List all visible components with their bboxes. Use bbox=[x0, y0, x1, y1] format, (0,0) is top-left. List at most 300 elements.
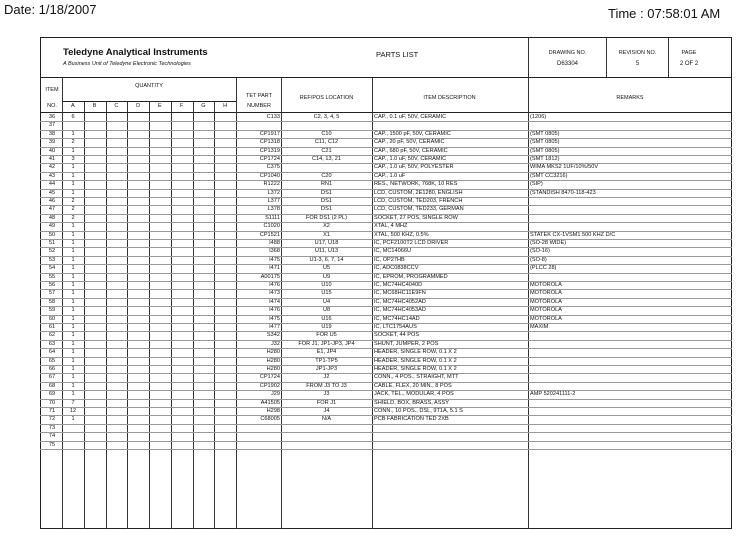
part-number: C133 bbox=[266, 114, 280, 120]
remarks-text: (STANDISH 8470-118-423 bbox=[530, 189, 596, 196]
part-number: J32 bbox=[270, 340, 280, 347]
table-row bbox=[40, 315, 732, 323]
ref-location: FOR J1 bbox=[316, 399, 337, 406]
ref-location: FOR J1, JP1-JP3, JP4 bbox=[298, 340, 355, 347]
qty-a: 1 bbox=[71, 290, 75, 297]
remarks-text bbox=[530, 424, 730, 432]
remarks-header: REMARKS bbox=[616, 95, 644, 101]
table-row bbox=[40, 289, 732, 297]
divider bbox=[40, 449, 732, 450]
table-row bbox=[40, 155, 732, 163]
table-row bbox=[40, 239, 732, 247]
revision-label: REVISION NO. bbox=[618, 50, 657, 56]
qty-a: 12 bbox=[69, 408, 77, 414]
company-name: Teledyne Analytical Instruments bbox=[63, 47, 208, 58]
item-description: LCD, CUSTOM, TED203, FRENCH bbox=[374, 198, 463, 204]
remarks-text: MOTOROLA bbox=[530, 315, 562, 322]
part-header: TET PART bbox=[246, 93, 272, 99]
part-number: R1222 bbox=[263, 181, 280, 188]
ref-location: C20 bbox=[321, 172, 332, 179]
divider bbox=[528, 37, 529, 77]
part-number bbox=[237, 121, 280, 129]
table-row bbox=[40, 163, 732, 171]
item-number: 74 bbox=[48, 433, 56, 440]
part-number: I488 bbox=[269, 240, 280, 246]
item-number: 44 bbox=[48, 181, 56, 188]
ref-location bbox=[282, 424, 371, 432]
remarks-text: (SMT 1812) bbox=[530, 156, 560, 162]
table-row bbox=[40, 256, 732, 264]
quantity-header: QUANTITY bbox=[135, 83, 163, 89]
item-number: 69 bbox=[48, 391, 56, 398]
remarks-text bbox=[530, 357, 730, 365]
item-description: SHUNT, JUMPER, 2 POS bbox=[374, 340, 439, 347]
item-number: 56 bbox=[48, 282, 56, 288]
qty-col-header: B bbox=[92, 103, 97, 109]
item-description: LCD, CUSTOM, TED233, GERMAN bbox=[374, 206, 464, 213]
item-description: PCB FABRICATION TED 2XB bbox=[374, 416, 449, 423]
part-number: CP1724 bbox=[259, 374, 280, 381]
item-number: 43 bbox=[48, 172, 56, 179]
qty-a: 1 bbox=[71, 231, 75, 238]
qty-a bbox=[62, 424, 84, 432]
ref-location: U15 bbox=[321, 290, 332, 297]
ref-location: E1, JP4 bbox=[316, 349, 337, 356]
qty-a: 3 bbox=[71, 156, 75, 162]
remarks-text bbox=[530, 399, 730, 407]
remarks-text: (SMT 0805) bbox=[530, 130, 560, 137]
part-number-header: NUMBER bbox=[247, 103, 271, 109]
table-row bbox=[40, 130, 732, 138]
remarks-text: (SO-28 WIDE) bbox=[530, 240, 567, 246]
qty-a: 1 bbox=[71, 189, 75, 196]
description-header: ITEM DESCRIPTION bbox=[423, 95, 476, 101]
item-number: 75 bbox=[48, 441, 56, 448]
table-row bbox=[40, 298, 732, 306]
table-row bbox=[40, 231, 732, 239]
item-description: CAP., 1.0 uF bbox=[374, 172, 406, 179]
remarks-text bbox=[530, 222, 730, 230]
ref-location: N/A bbox=[321, 416, 332, 423]
item-number: 39 bbox=[48, 139, 56, 146]
qty-col-header: F bbox=[179, 103, 184, 109]
item-description: IC, LTC1754AUS bbox=[374, 324, 417, 330]
part-number: CP1521 bbox=[259, 231, 280, 238]
remarks-text: MOTOROLA bbox=[530, 290, 562, 297]
qty-col-header: G bbox=[201, 103, 206, 109]
item-description: IC, PCF2100T2 LCD DRIVER bbox=[374, 240, 449, 246]
qty-a: 1 bbox=[71, 256, 75, 263]
ref-header: REF/POS LOCATION bbox=[299, 95, 354, 101]
ref-location: U10 bbox=[321, 282, 332, 288]
part-number: S1111 bbox=[265, 214, 280, 221]
ref-location: U16 bbox=[321, 315, 332, 322]
item-description: CAP., 680 pF, 50V, CERAMIC bbox=[374, 147, 448, 154]
part-number bbox=[237, 441, 280, 449]
remarks-text bbox=[530, 340, 730, 348]
remarks-text: (SO-16) bbox=[530, 248, 550, 255]
document-title: PARTS LIST bbox=[376, 50, 419, 59]
part-number: C1020 bbox=[263, 223, 280, 230]
item-description: HEADER, SINGLE ROW, 0.1 X 2 bbox=[374, 349, 457, 356]
part-number: C68005 bbox=[260, 416, 280, 423]
item-description: CAP., 1500 pF, 50V, CERAMIC bbox=[374, 130, 451, 137]
qty-col-header: C bbox=[114, 103, 119, 109]
part-number: A00175 bbox=[260, 273, 280, 280]
qty-a: 1 bbox=[71, 349, 75, 356]
part-number: H280 bbox=[266, 349, 280, 356]
qty-a: 2 bbox=[71, 214, 75, 221]
item-number: 52 bbox=[48, 248, 56, 255]
item-number: 59 bbox=[48, 307, 56, 314]
part-number: A41505 bbox=[260, 399, 280, 406]
item-number: 72 bbox=[48, 416, 56, 423]
remarks-text bbox=[530, 205, 730, 213]
item-description: IC, MC68HC11E9FN bbox=[374, 290, 426, 297]
ref-location bbox=[282, 441, 371, 449]
qty-a: 1 bbox=[71, 172, 75, 179]
part-number: L372 bbox=[267, 189, 280, 196]
ref-location: U17, U18 bbox=[314, 240, 339, 246]
part-number: CP1040 bbox=[259, 172, 280, 179]
qty-a: 7 bbox=[71, 399, 75, 406]
ref-location bbox=[282, 121, 371, 129]
item-description bbox=[374, 432, 527, 440]
table-row bbox=[40, 189, 732, 197]
qty-a: 1 bbox=[71, 273, 75, 280]
part-number: I477 bbox=[269, 324, 280, 330]
item-description: CAP., 0.1 uF, 50V, CERAMIC bbox=[374, 114, 447, 120]
ref-location: U19 bbox=[321, 324, 332, 330]
item-description: CAP., 20 pF, 50V, CERAMIC bbox=[374, 139, 445, 146]
remarks-text bbox=[530, 441, 730, 449]
item-number: 54 bbox=[48, 265, 56, 272]
item-description bbox=[374, 424, 527, 432]
remarks-text bbox=[530, 214, 730, 222]
item-description: IC, MC14066U bbox=[374, 248, 411, 255]
item-number: 58 bbox=[48, 298, 56, 305]
ref-location: JP1-JP3 bbox=[315, 366, 338, 372]
item-description: HEADER, SINGLE ROW, 0.1 X 2 bbox=[374, 357, 457, 364]
item-description: CONN., 10 POS., DSL, 9T1A, 5.1 S bbox=[374, 408, 463, 414]
table-row bbox=[40, 222, 732, 230]
divider bbox=[668, 37, 669, 77]
item-number: 70 bbox=[48, 399, 56, 406]
remarks-text: MOTOROLA bbox=[530, 282, 562, 288]
table-row bbox=[40, 407, 732, 415]
part-number: I368 bbox=[269, 248, 280, 255]
ref-location: J4 bbox=[323, 408, 330, 414]
table-row bbox=[40, 331, 732, 339]
qty-a: 1 bbox=[71, 240, 75, 246]
qty-a: 2 bbox=[71, 198, 75, 204]
ref-location: C10 bbox=[321, 130, 332, 137]
remarks-text: WIMA MKS2 1UF/10%/50V bbox=[530, 164, 599, 171]
qty-a: 1 bbox=[71, 315, 75, 322]
remarks-text bbox=[530, 331, 730, 339]
remarks-text: MOTOROLA bbox=[530, 298, 562, 305]
item-description bbox=[374, 121, 527, 129]
page-value: 2 OF 2 bbox=[679, 61, 699, 67]
ref-location: J2 bbox=[323, 374, 330, 381]
item-number: 53 bbox=[48, 256, 56, 263]
item-number: 36 bbox=[48, 114, 56, 120]
remarks-text bbox=[530, 415, 730, 423]
ref-location: TP1-TP5 bbox=[315, 357, 338, 364]
table-row bbox=[40, 415, 732, 423]
ref-location: DS1 bbox=[321, 198, 332, 204]
remarks-text bbox=[530, 432, 730, 440]
qty-a: 1 bbox=[71, 391, 75, 398]
item-number: 37 bbox=[48, 122, 56, 129]
item-description: SOCKET, 44 POS bbox=[374, 332, 420, 339]
remarks-text: (SO-8) bbox=[530, 256, 547, 263]
ref-location: U11, U13 bbox=[314, 248, 339, 255]
ref-location: U9 bbox=[322, 273, 331, 280]
item-number: 66 bbox=[48, 366, 56, 372]
table-row bbox=[40, 365, 732, 373]
qty-a: 1 bbox=[71, 164, 75, 171]
item-description: JACK, TEL., MODULAR, 4 POS bbox=[374, 391, 454, 398]
item-number: 45 bbox=[48, 189, 56, 196]
table-row bbox=[40, 214, 732, 222]
item-description: XTAL, 500 KHZ, 0.5% bbox=[374, 231, 429, 238]
ref-location: C11, C12 bbox=[314, 139, 339, 146]
item-description: SHIELD, BOX, BRASS, ASSY bbox=[374, 399, 449, 406]
item-description: CONN., 4 POS., STRAIGHT, MTT bbox=[374, 374, 459, 381]
item-number: 68 bbox=[48, 382, 56, 389]
table-row bbox=[40, 147, 732, 155]
part-number bbox=[237, 424, 280, 432]
qty-a bbox=[62, 432, 84, 440]
table-row bbox=[40, 382, 732, 390]
table-row bbox=[40, 399, 732, 407]
item-description: LCD, CUSTOM, 2E1280, ENGLISH bbox=[374, 189, 463, 196]
item-number: 46 bbox=[48, 198, 56, 204]
remarks-text: MOTOROLA bbox=[530, 307, 562, 314]
ref-location: X2 bbox=[323, 223, 330, 230]
remarks-text bbox=[530, 407, 730, 415]
item-description: IC, MC74HC4040D bbox=[374, 282, 423, 288]
table-row bbox=[40, 357, 732, 365]
ref-location: FOR DS1 (2 PL) bbox=[305, 214, 348, 221]
table-row bbox=[40, 197, 732, 205]
part-number: I471 bbox=[269, 265, 280, 272]
qty-a: 1 bbox=[71, 324, 75, 330]
part-number: CP1724 bbox=[259, 156, 280, 162]
item-number: 41 bbox=[48, 156, 56, 162]
remarks-text bbox=[530, 382, 730, 390]
part-number: L377 bbox=[267, 198, 280, 204]
item-description: CAP., 1.0 uF, 50V, POLYESTER bbox=[374, 164, 454, 171]
item-number: 65 bbox=[48, 357, 56, 364]
qty-a: 1 bbox=[71, 416, 75, 423]
item-number: 50 bbox=[48, 231, 56, 238]
item-number: 63 bbox=[48, 340, 56, 347]
ref-location bbox=[282, 432, 371, 440]
drawing-no-value: D63304 bbox=[556, 61, 579, 67]
qty-a: 1 bbox=[71, 332, 75, 339]
remarks-text: (SMT CC3216) bbox=[530, 172, 568, 179]
qty-a bbox=[62, 121, 84, 129]
table-row bbox=[40, 264, 732, 272]
item-description: CABLE, FLEX, 20 MIN., 8 POS bbox=[374, 382, 452, 389]
item-number: 40 bbox=[48, 147, 56, 154]
table-row bbox=[40, 113, 732, 121]
part-number: CP1318 bbox=[259, 139, 280, 146]
qty-col-header: A bbox=[71, 103, 75, 109]
table-row bbox=[40, 390, 732, 398]
item-header: ITEM bbox=[45, 87, 59, 93]
item-number: 71 bbox=[48, 408, 56, 414]
table-row bbox=[40, 121, 732, 129]
qty-a: 1 bbox=[71, 298, 75, 305]
remarks-text: (1206) bbox=[530, 114, 547, 120]
ref-location: RN1 bbox=[320, 181, 333, 188]
item-number: 62 bbox=[48, 332, 56, 339]
print-time: Time : 07:58:01 AM bbox=[608, 6, 721, 21]
item-no-header: NO. bbox=[47, 103, 57, 109]
item-description: SOCKET, 27 POS, SINGLE ROW bbox=[374, 214, 458, 221]
qty-a: 1 bbox=[71, 374, 75, 381]
part-number: C375 bbox=[266, 164, 280, 171]
table-row bbox=[40, 373, 732, 381]
table-row bbox=[40, 180, 732, 188]
qty-a: 1 bbox=[71, 147, 75, 154]
item-number: 57 bbox=[48, 290, 56, 297]
ref-location: U4 bbox=[322, 298, 331, 305]
qty-a: 6 bbox=[71, 114, 75, 120]
part-number bbox=[237, 432, 280, 440]
revision-value: 5 bbox=[635, 61, 640, 67]
item-number: 47 bbox=[48, 206, 56, 213]
item-number: 48 bbox=[48, 214, 56, 221]
ref-location bbox=[282, 163, 371, 171]
part-number: I476 bbox=[269, 307, 280, 314]
divider bbox=[40, 77, 732, 78]
item-description: XTAL, 4 MHZ bbox=[374, 223, 408, 230]
qty-col-header: E bbox=[158, 103, 162, 109]
item-number: 49 bbox=[48, 223, 56, 230]
item-number: 73 bbox=[48, 424, 56, 431]
table-row bbox=[40, 247, 732, 255]
qty-a bbox=[62, 441, 84, 449]
table-row bbox=[40, 281, 732, 289]
ref-location: J3 bbox=[323, 391, 330, 398]
qty-a: 1 bbox=[71, 181, 75, 188]
part-number: CP1902 bbox=[259, 382, 280, 389]
qty-a: 1 bbox=[71, 357, 75, 364]
ref-location: X1 bbox=[323, 231, 330, 238]
qty-a: 1 bbox=[71, 307, 75, 314]
remarks-text: (SMT 0805) bbox=[530, 147, 560, 154]
table-row bbox=[40, 306, 732, 314]
table-row bbox=[40, 432, 732, 440]
ref-location: C2, 3, 4, 5 bbox=[313, 114, 340, 120]
qty-a: 2 bbox=[71, 206, 75, 213]
part-number: S342 bbox=[266, 332, 280, 339]
item-description: IC, OP27HB bbox=[374, 256, 405, 263]
item-description: IC, MC74HC14AD bbox=[374, 315, 420, 322]
remarks-text: STATEK CX-1VSM1 500 KHZ D/C bbox=[530, 231, 616, 238]
part-number: I473 bbox=[269, 290, 280, 297]
part-number: H280 bbox=[266, 357, 280, 364]
remarks-text bbox=[530, 365, 730, 373]
qty-a: 1 bbox=[71, 366, 75, 372]
remarks-text bbox=[530, 348, 730, 356]
table-row bbox=[40, 340, 732, 348]
qty-a: 1 bbox=[71, 130, 75, 137]
table-row bbox=[40, 138, 732, 146]
table-row bbox=[40, 323, 732, 331]
part-number: I475 bbox=[269, 256, 280, 263]
ref-location: U8 bbox=[322, 307, 331, 314]
table-row bbox=[40, 441, 732, 449]
qty-a: 2 bbox=[71, 139, 75, 146]
ref-location: U5 bbox=[322, 265, 331, 272]
ref-location: U1-3, 6, 7, 14 bbox=[309, 256, 344, 263]
item-number: 67 bbox=[48, 374, 56, 381]
item-number: 55 bbox=[48, 273, 56, 280]
remarks-text: (SIP) bbox=[530, 181, 543, 188]
part-number: CP1319 bbox=[259, 147, 280, 154]
qty-a: 1 bbox=[71, 282, 75, 288]
item-description: CAP., 1.0 uF, 50V, CERAMIC bbox=[374, 156, 447, 162]
drawing-no-label: DRAWING NO. bbox=[548, 50, 587, 56]
qty-a: 1 bbox=[71, 248, 75, 255]
item-number: 64 bbox=[48, 349, 56, 356]
item-description: RES., NETWORK, 768K, 10 RES bbox=[374, 181, 458, 188]
divider bbox=[606, 37, 607, 77]
qty-a: 1 bbox=[71, 265, 75, 272]
item-number: 61 bbox=[48, 324, 56, 330]
item-description bbox=[374, 441, 527, 449]
item-number: 51 bbox=[48, 240, 56, 246]
remarks-text: (SMT 0805) bbox=[530, 139, 560, 146]
part-number: H280 bbox=[266, 366, 280, 372]
qty-a: 1 bbox=[71, 382, 75, 389]
table-row bbox=[40, 348, 732, 356]
qty-a: 1 bbox=[71, 223, 75, 230]
ref-location: C21 bbox=[321, 147, 332, 154]
page-label: PAGE bbox=[681, 50, 697, 56]
qty-col-header: D bbox=[136, 103, 141, 109]
item-number: 42 bbox=[48, 164, 56, 171]
remarks-text: AMP 520241111-2 bbox=[530, 391, 576, 398]
item-description: IC, MC74HC4053AD bbox=[374, 307, 426, 314]
item-description: IC, ADC0838CCV bbox=[374, 265, 419, 272]
item-description: IC, MC74HC4052AD bbox=[374, 298, 426, 305]
remarks-text bbox=[530, 121, 730, 129]
part-number: I475 bbox=[269, 315, 280, 322]
remarks-text bbox=[530, 273, 730, 281]
part-number: I474 bbox=[269, 298, 280, 305]
qty-col-header: H bbox=[223, 103, 228, 109]
remarks-text: MAXIM bbox=[530, 324, 549, 330]
part-number: I476 bbox=[269, 282, 280, 288]
company-subtitle: A Business Unit of Teledyne Electronic Technologies bbox=[63, 61, 191, 67]
remarks-text bbox=[530, 197, 730, 205]
ref-location: FROM J3 TO J3 bbox=[306, 382, 347, 389]
part-number: CP1917 bbox=[259, 130, 280, 137]
ref-location: DS1 bbox=[321, 206, 332, 213]
qty-a: 1 bbox=[71, 340, 75, 347]
table-row bbox=[40, 424, 732, 432]
part-number: L378 bbox=[267, 206, 280, 213]
part-number: J29 bbox=[270, 391, 280, 398]
item-number: 38 bbox=[48, 130, 56, 137]
remarks-text bbox=[530, 373, 730, 381]
